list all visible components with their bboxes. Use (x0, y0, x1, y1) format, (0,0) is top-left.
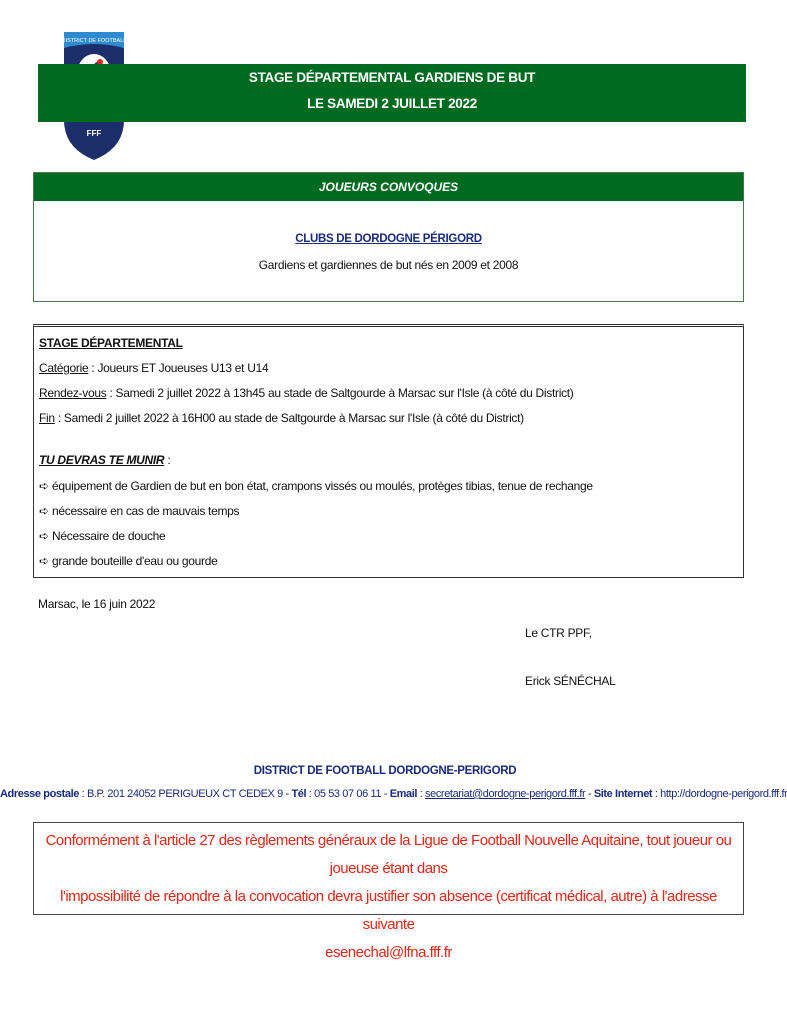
list-item: ➪ équipement de Gardien de but en bon état, crampons vissés ou moulés, protèges tibias, tenue de rechange (39, 479, 593, 493)
list-item: ➪ nécessaire en cas de mauvais temps (39, 504, 240, 518)
site-label: Site Internet (593, 788, 653, 800)
categorie-label: Catégorie (39, 361, 89, 375)
page-date: LE SAMEDI 2 JUILLET 2022 (307, 96, 477, 111)
absence-notice (33, 822, 744, 961)
clubs-heading: CLUBS DE DORDOGNE PÉRIGORD (295, 233, 482, 245)
fin-value: : Samedi 2 juillet 2022 à 16H00 au stade de Saltgourde à Marsac sur l'Isle (à côté du District) (54, 411, 524, 425)
email-label: Email (389, 788, 418, 800)
place-date: Marsac, le 16 juin 2022 (38, 597, 156, 611)
rendezvous-label: Rendez-vous (39, 386, 107, 400)
arrow-right-icon: ➪ (39, 504, 49, 518)
postal-label: Adresse postale (0, 788, 79, 800)
munir-line (39, 453, 170, 467)
contact-line (0, 788, 787, 800)
convocation-box (33, 172, 744, 302)
postal-value: : B.P. 201 24052 PERIGUEUX CT CEDEX 9 - (78, 788, 292, 800)
notice-line1: Conformément à l'article 27 des règlements généraux de la Ligue de Football Nouvelle Aquitaine, tout joueur ou joueuse étant dans (45, 832, 732, 877)
categorie-value: : Joueurs ET Joueuses U13 et U14 (88, 361, 269, 375)
district-name: DISTRICT DE FOOTBALL DORDOGNE-PERIGORD (253, 765, 517, 777)
convocation-title: JOUEURS CONVOQUES (34, 173, 743, 201)
tel-label: Tél (291, 788, 307, 800)
signatory-name: Erick SÉNÉCHAL (525, 674, 616, 688)
site-separator: - (585, 788, 594, 800)
arrow-right-icon: ➪ (39, 479, 49, 493)
stage-heading: STAGE DÉPARTEMENTAL (39, 336, 183, 350)
logo-ring-text: DISTRICT DE FOOTBALL (61, 38, 127, 44)
email-link[interactable]: secretariat@dordogne-perigord.fff.fr (425, 788, 586, 800)
email-separator: : (417, 788, 426, 800)
stage-details-box (33, 324, 744, 578)
list-item: ➪ Nécessaire de douche (39, 529, 166, 543)
page-title: STAGE DÉPARTEMENTAL GARDIENS DE BUT (248, 70, 536, 85)
signatory-role: Le CTR PPF, (525, 626, 592, 640)
notice-line2: l'impossibilité de répondre à la convocation devra justifier son absence (certificat médical, autre) à l'adresse suivante (60, 888, 717, 933)
categorie-line (39, 361, 268, 375)
fin-line (39, 411, 524, 425)
list-item: ➪ grande bouteille d'eau ou gourde (39, 554, 218, 568)
munir-label: TU DEVRAS TE MUNIR (39, 453, 165, 467)
rendezvous-value: : Samedi 2 juillet 2022 à 13h45 au stade de Saltgourde à Marsac sur l'Isle (à côté du District) (106, 386, 574, 400)
tel-value: : 05 53 07 06 11 - (306, 788, 390, 800)
header-band (38, 64, 746, 122)
fin-label: Fin (39, 411, 55, 425)
arrow-right-icon: ➪ (39, 529, 49, 543)
arrow-right-icon: ➪ (39, 554, 49, 568)
players-description: Gardiens et gardiennes de but nés en 2009 et 2008 (258, 258, 519, 272)
site-link[interactable]: : http://dordogne-perigord.fff.fr (652, 788, 787, 800)
rendezvous-line (39, 386, 574, 400)
munir-suffix: : (164, 453, 171, 467)
logo-line3: FFF (86, 129, 102, 138)
notice-email: esenechal@lfna.fff.fr (325, 944, 452, 961)
